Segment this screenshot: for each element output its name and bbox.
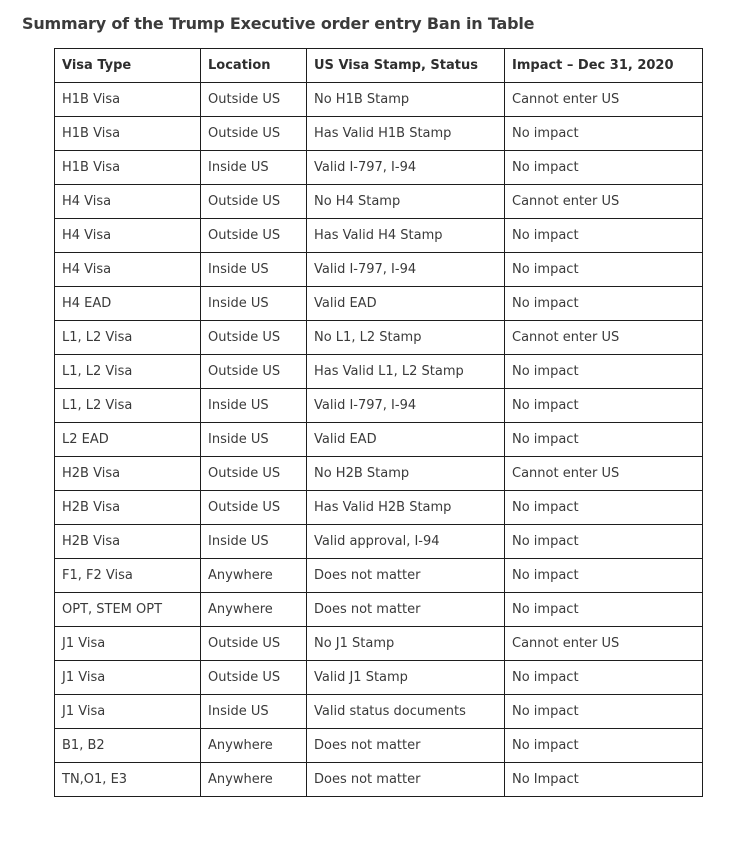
cell-stamp-status: Valid status documents: [307, 695, 505, 729]
cell-stamp-status: Does not matter: [307, 593, 505, 627]
table-row: [55, 559, 703, 593]
cell-impact: No impact: [505, 559, 703, 593]
visa-impact-table: [54, 48, 703, 797]
cell-location: Outside US: [201, 627, 307, 661]
cell-location: Inside US: [201, 253, 307, 287]
cell-location: Anywhere: [201, 763, 307, 797]
cell-impact: No impact: [505, 389, 703, 423]
cell-stamp-status: No H2B Stamp: [307, 457, 505, 491]
header-impact: Impact – Dec 31, 2020: [505, 49, 703, 83]
cell-location: Inside US: [201, 389, 307, 423]
cell-impact: Cannot enter US: [505, 627, 703, 661]
cell-stamp-status: No H1B Stamp: [307, 83, 505, 117]
header-stamp-status: US Visa Stamp, Status: [307, 49, 505, 83]
cell-stamp-status: Valid I-797, I-94: [307, 389, 505, 423]
cell-location: Outside US: [201, 219, 307, 253]
cell-impact: No impact: [505, 593, 703, 627]
table-row: [55, 83, 703, 117]
table-header: [55, 49, 703, 83]
cell-location: Inside US: [201, 423, 307, 457]
table-row: [55, 763, 703, 797]
cell-location: Outside US: [201, 457, 307, 491]
cell-impact: No impact: [505, 355, 703, 389]
cell-stamp-status: Does not matter: [307, 729, 505, 763]
table-row: [55, 253, 703, 287]
cell-visa-type: OPT, STEM OPT: [55, 593, 201, 627]
table-row: [55, 287, 703, 321]
cell-location: Outside US: [201, 661, 307, 695]
cell-stamp-status: No J1 Stamp: [307, 627, 505, 661]
cell-impact: No impact: [505, 219, 703, 253]
cell-visa-type: TN,O1, E3: [55, 763, 201, 797]
header-location: Location: [201, 49, 307, 83]
table-row: [55, 695, 703, 729]
cell-impact: Cannot enter US: [505, 457, 703, 491]
cell-location: Anywhere: [201, 593, 307, 627]
cell-location: Anywhere: [201, 559, 307, 593]
cell-location: Outside US: [201, 491, 307, 525]
cell-visa-type: H1B Visa: [55, 83, 201, 117]
cell-impact: No impact: [505, 151, 703, 185]
table-body: [55, 83, 703, 797]
table-row: [55, 627, 703, 661]
cell-visa-type: H2B Visa: [55, 491, 201, 525]
cell-impact: No impact: [505, 253, 703, 287]
table-row: [55, 729, 703, 763]
cell-visa-type: H4 Visa: [55, 253, 201, 287]
table-row: [55, 661, 703, 695]
table-row: [55, 219, 703, 253]
cell-visa-type: H1B Visa: [55, 151, 201, 185]
table-row: [55, 525, 703, 559]
cell-visa-type: J1 Visa: [55, 627, 201, 661]
cell-location: Inside US: [201, 151, 307, 185]
cell-stamp-status: Valid EAD: [307, 423, 505, 457]
cell-stamp-status: Has Valid H1B Stamp: [307, 117, 505, 151]
cell-visa-type: L1, L2 Visa: [55, 321, 201, 355]
cell-visa-type: J1 Visa: [55, 695, 201, 729]
cell-visa-type: L1, L2 Visa: [55, 389, 201, 423]
cell-location: Anywhere: [201, 729, 307, 763]
table-row: [55, 491, 703, 525]
table-row: [55, 593, 703, 627]
cell-location: Inside US: [201, 695, 307, 729]
cell-stamp-status: Has Valid H4 Stamp: [307, 219, 505, 253]
cell-stamp-status: Valid approval, I-94: [307, 525, 505, 559]
cell-impact: Cannot enter US: [505, 321, 703, 355]
cell-visa-type: H4 EAD: [55, 287, 201, 321]
cell-stamp-status: Has Valid L1, L2 Stamp: [307, 355, 505, 389]
cell-visa-type: H4 Visa: [55, 219, 201, 253]
cell-visa-type: B1, B2: [55, 729, 201, 763]
header-visa-type: Visa Type: [55, 49, 201, 83]
cell-impact: No impact: [505, 287, 703, 321]
cell-location: Inside US: [201, 525, 307, 559]
cell-stamp-status: Valid J1 Stamp: [307, 661, 505, 695]
cell-visa-type: L1, L2 Visa: [55, 355, 201, 389]
table-row: [55, 355, 703, 389]
cell-impact: No impact: [505, 117, 703, 151]
cell-impact: Cannot enter US: [505, 83, 703, 117]
cell-stamp-status: Does not matter: [307, 763, 505, 797]
cell-visa-type: L2 EAD: [55, 423, 201, 457]
cell-location: Outside US: [201, 185, 307, 219]
cell-impact: No impact: [505, 491, 703, 525]
table-row: [55, 457, 703, 491]
page-title: Summary of the Trump Executive order entry Ban in Table: [22, 14, 535, 33]
table-row: [55, 151, 703, 185]
cell-stamp-status: Valid I-797, I-94: [307, 253, 505, 287]
cell-location: Inside US: [201, 287, 307, 321]
table-row: [55, 389, 703, 423]
cell-impact: No impact: [505, 661, 703, 695]
cell-impact: Cannot enter US: [505, 185, 703, 219]
cell-stamp-status: Valid EAD: [307, 287, 505, 321]
cell-impact: No impact: [505, 695, 703, 729]
cell-visa-type: H1B Visa: [55, 117, 201, 151]
table-row: [55, 185, 703, 219]
cell-stamp-status: No L1, L2 Stamp: [307, 321, 505, 355]
cell-location: Outside US: [201, 117, 307, 151]
cell-impact: No impact: [505, 423, 703, 457]
table-row: [55, 321, 703, 355]
cell-stamp-status: Has Valid H2B Stamp: [307, 491, 505, 525]
table-header-row: [55, 49, 703, 83]
table-row: [55, 423, 703, 457]
cell-stamp-status: Valid I-797, I-94: [307, 151, 505, 185]
cell-location: Outside US: [201, 321, 307, 355]
table-row: [55, 117, 703, 151]
cell-stamp-status: No H4 Stamp: [307, 185, 505, 219]
cell-visa-type: F1, F2 Visa: [55, 559, 201, 593]
cell-impact: No Impact: [505, 763, 703, 797]
cell-visa-type: J1 Visa: [55, 661, 201, 695]
cell-impact: No impact: [505, 525, 703, 559]
cell-visa-type: H2B Visa: [55, 525, 201, 559]
cell-stamp-status: Does not matter: [307, 559, 505, 593]
cell-impact: No impact: [505, 729, 703, 763]
cell-location: Outside US: [201, 83, 307, 117]
cell-visa-type: H4 Visa: [55, 185, 201, 219]
cell-location: Outside US: [201, 355, 307, 389]
cell-visa-type: H2B Visa: [55, 457, 201, 491]
